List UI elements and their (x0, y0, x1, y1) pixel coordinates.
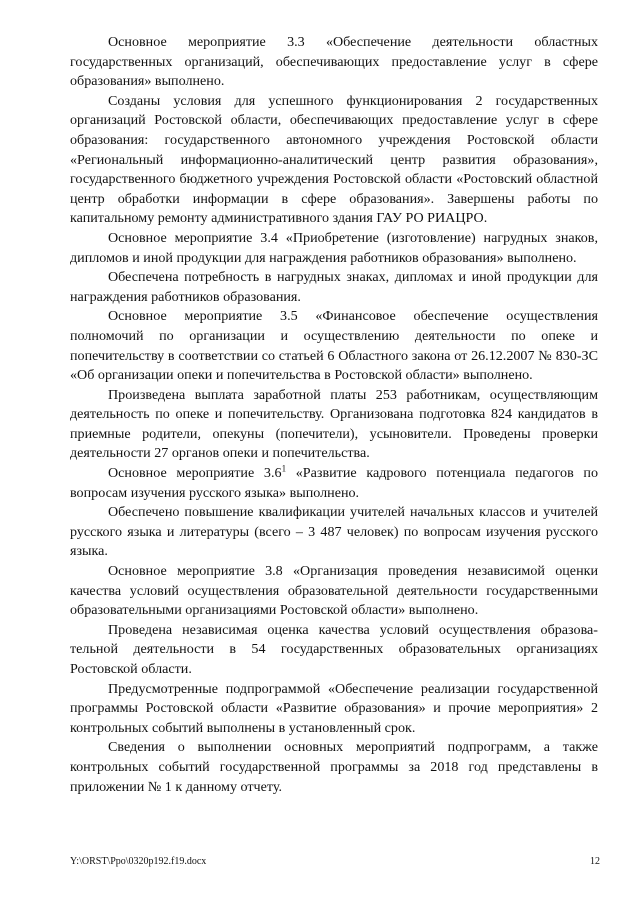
paragraph-control-events: Предусмотренные подпрограммой «Обеспечение реализации государственной программы Ростовской области «Развитие образования» и прочие мероприятия» 2 контрольных событий выполнены в установленный срок. (70, 680, 598, 736)
paragraph-3-5-result: Произведена выплата заработной платы 253 работникам, осуществляющим деятельность по опеке и попечительству. Организована подготовка 824 кандидатов в приемные родители, опекуны (попечители), усыновители. Проведены проверки деятельности 27 органов опеки и попечительства. (70, 386, 598, 462)
file-path: Y:\ORST\Ppo\0320p192.f19.docx (70, 856, 207, 867)
paragraph-3-4: Основное мероприятие 3.4 «Приобретение (изготовление) нагрудных знаков, дипломов и иной продукции для награждения работников образования» выполнено. (70, 229, 598, 266)
paragraph-appendix-reference: Сведения о выполнении основных мероприятий подпрограмм, а также контрольных событий государственной программы за 2018 год представлены в приложении № 1 к данному отчету. (70, 739, 598, 795)
paragraph-3-8: Основное мероприятие 3.8 «Организация проведения независимой оценки качества условий осуществления образовательной деятельности государственными образовательными организациями Ростовской области» выполнено. (70, 563, 598, 619)
paragraph-3-4-result: Обеспечена потребность в нагрудных знаках, дипломах и иной продукции для награждения работников образования. (70, 269, 598, 305)
paragraph-3-3-result: Созданы условия для успешного функционирования 2 государственных организаций Ростовской области, обеспечивающих предоставление услуг в сфере образования: государственного автономного учреждения Ростовской области «Региональный информационно-аналитический центр развития образования», государственного бюджетного учреждения Ростовской области «Ростовский областной центр обработки информации в сфере образования». Завершены работы по капитальному ремонту административного здания ГАУ РО РИАЦРО. (70, 92, 598, 227)
paragraph-3-6-start: Основное мероприятие 3.6 (108, 465, 282, 482)
paragraph-3-6-result: Обеспечено повышение квалификации учителей начальных классов и учителей русского языка и литературы (всего – 3 487 человек) по вопросам изучения русского языка. (70, 504, 598, 560)
paragraph-3-5: Основное мероприятие 3.5 «Финансовое обеспечение осуществления полномочий по организации и осуществлению деятельности по опеке и попечительству в соответствии со статьей 6 Областного закона от 26.12.2007 № 830-ЗС «Об организации опеки и попечительства в Ростовской области» выполнено. (70, 308, 598, 384)
paragraph-3-8-result: Проведена независимая оценка качества условий осуществления образовательной деятельности в 54 государственных образовательных организациях Ростовской области. (70, 621, 598, 677)
footnote-marker: 1 (281, 463, 287, 474)
paragraph-3-6 (70, 464, 598, 503)
paragraph-3-6-end: «Развитие кадрового потенциала педагогов по вопросам изучения русского языка» выполнено. (70, 465, 599, 501)
body-text (70, 33, 598, 797)
page-footer (70, 856, 600, 867)
page-number: 12 (590, 856, 600, 867)
paragraph-3-3: Основное мероприятие 3.3 «Обеспечение деятельности областных государственных организаций, обеспечивающих предоставление услуг в сфере образования» выполнено. (70, 34, 598, 90)
